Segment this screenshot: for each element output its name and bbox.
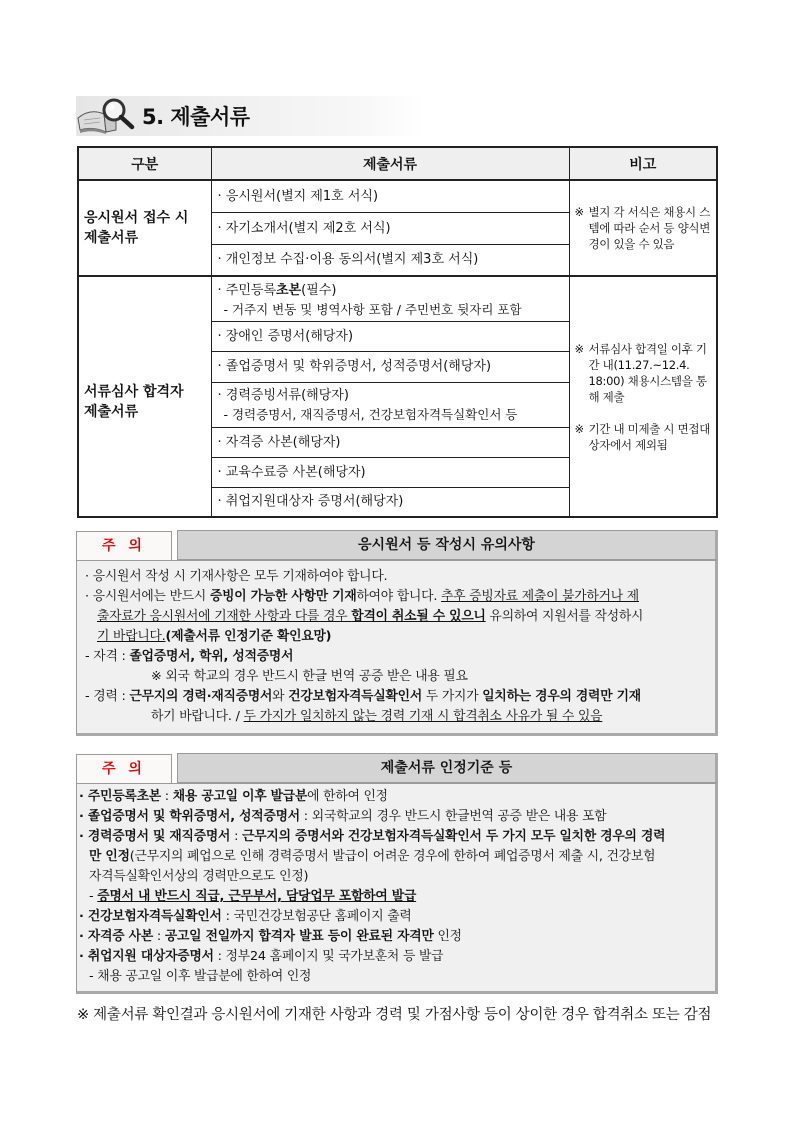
caution-line: 출자료가 응시원서에 기재한 사항과 다를 경우 합격이 취소될 수 있으니 유의하여 지원서를 작성하시 [97, 609, 644, 624]
remarks-cell [569, 276, 717, 517]
caution-line: · 건강보험자격득실확인서 : 국민건강보험공단 홈페이지 출력 [79, 909, 412, 924]
document-cell: · 자기소개서(별지 제2호 서식) [211, 212, 569, 244]
document-cell: · 자격증 사본(해당자) [211, 427, 569, 457]
caution-line: · 취업지원 대상자증명서 : 정부24 홈페이지 및 국가보훈처 등 발급 [79, 949, 444, 964]
caution-line: - 채용 공고일 이후 발급분에 한하여 인정 [89, 969, 312, 984]
document-text: (필수) [301, 282, 337, 298]
section-heading [76, 96, 426, 136]
remark-text: 서류심사 합격일 이후 기간 내(11.27.~12.4. 18:00) 채용시스템을 통해 제출 [588, 341, 707, 404]
remarks-cell [569, 180, 717, 276]
document-text: · 경력증빙서류(해당자) [217, 387, 349, 403]
document-text: · 주민등록 [217, 282, 276, 298]
table-header-row [78, 147, 717, 180]
caution-line: - 자격 : 졸업증명서, 학위, 성적증명서 [85, 649, 294, 664]
caution-line: ※ 외국 학교의 경우 반드시 한글 번역 공증 받은 내용 필요 [151, 669, 468, 684]
reference-mark: ※ [574, 205, 584, 219]
caution-line: 기 바랍니다.(제출서류 인정기준 확인요망) [97, 629, 332, 644]
remark-text: 별지 각 서식은 채용시 스템에 따라 순서 등 양식변경이 있을 수 있음 [588, 205, 711, 251]
document-cell: · 응시원서(별지 제1호 서식) [211, 180, 569, 212]
caution-line: · 자격증 사본 : 공고일 전일까지 합격자 발표 등이 완료된 자격만 인정 [79, 929, 462, 944]
caution-line: · 응시원서 작성 시 기재사항은 모두 기재하여야 합니다. [85, 569, 388, 584]
caution-tag: 주 의 [76, 754, 172, 783]
table-row [78, 276, 717, 321]
category-label: 응시원서 접수 시 [84, 210, 189, 226]
caution-line: - 경력 : 근무지의 경력·재직증명서와 건강보험자격득실확인서 두 가지가 일치하는 경우의 경력만 기재 [85, 689, 641, 704]
remark-text: 기간 내 미제출 시 면접대상자에서 제외됨 [588, 421, 711, 452]
document-cell: · 개인정보 수집·이용 동의서(별지 제3호 서식) [211, 244, 569, 276]
caution-line: 하기 바랍니다. / 두 가지가 일치하지 않는 경력 기재 시 합격취소 사유가 될 수 있음 [151, 709, 603, 724]
document-cell: · 취업지원대상자 증명서(해당자) [211, 487, 569, 517]
document-cell [211, 382, 569, 427]
document-cell [211, 276, 569, 321]
document-text-bold: 초본 [276, 282, 302, 298]
book-magnifier-icon [76, 96, 138, 136]
caution-title: 제출서류 인정기준 등 [177, 753, 718, 783]
remark-note [575, 341, 711, 405]
category-cell [78, 180, 211, 276]
column-header-remarks: 비고 [569, 147, 717, 180]
caution-line: - 증명서 내 반드시 직급, 근무부서, 담당업무 포함하여 발급 [89, 889, 417, 904]
remark-note [575, 421, 711, 453]
remark-note [575, 204, 711, 252]
caution-body [76, 783, 718, 994]
caution-box-criteria [76, 748, 718, 994]
caution-title: 응시원서 등 작성시 유의사항 [177, 530, 718, 560]
caution-line: 자격득실확인서상의 경력만으로도 인정) [89, 869, 309, 884]
caution-line: · 졸업증명서 및 학위증명서, 성적증명서 : 외국학교의 경우 반드시 한글번역 공증 받은 내용 포함 [79, 809, 607, 824]
document-cell: · 교육수료증 사본(해당자) [211, 457, 569, 487]
caution-body [76, 560, 718, 736]
column-header-category: 구분 [78, 147, 211, 180]
category-label: 제출서류 [84, 230, 139, 246]
footnote: ※ 제출서류 확인결과 응시원서에 기재한 사항과 경력 및 가점사항 등이 상이한 경우 합격취소 또는 감점 [77, 1007, 712, 1023]
reference-mark: ※ [574, 421, 584, 436]
document-subtext: - 경력증명서, 재직증명서, 건강보험자격득실확인서 등 [223, 406, 518, 422]
table-row [78, 180, 717, 212]
caution-box-application [76, 525, 718, 736]
reference-mark: ※ [574, 341, 584, 356]
caution-line: 만 인정(근무지의 폐업으로 인해 경력증명서 발급이 어려운 경우에 한하여 폐업증명서 제출 시, 건강보험 [89, 849, 656, 864]
document-cell: · 졸업증명서 및 학위증명서, 성적증명서(해당자) [211, 351, 569, 382]
section-title: 5. 제출서류 [142, 105, 250, 129]
caution-line: · 응시원서에는 반드시 증빙이 가능한 사항만 기재하여야 합니다. 추후 증빙자료 제출이 불가하거나 제 [85, 589, 639, 604]
category-label: 서류심사 합격자 [84, 383, 184, 400]
caution-line: · 주민등록초본 : 채용 공고일 이후 발급분에 한하여 인정 [79, 789, 388, 804]
document-subtext: - 거주지 변동 및 병역사항 포함 / 주민번호 뒷자리 포함 [223, 301, 522, 317]
caution-header [76, 748, 718, 783]
category-label: 제출서류 [84, 403, 139, 420]
submission-documents-table [77, 146, 718, 518]
category-cell [78, 276, 211, 517]
caution-line: · 경력증명서 및 재직증명서 : 근무지의 증명서와 건강보험자격득실확인서 두 가지 모두 일치한 경우의 경력 [79, 829, 666, 844]
document-cell: · 장애인 증명서(해당자) [211, 321, 569, 351]
caution-header [76, 525, 718, 560]
caution-tag: 주 의 [76, 531, 172, 560]
column-header-documents: 제출서류 [211, 147, 569, 180]
